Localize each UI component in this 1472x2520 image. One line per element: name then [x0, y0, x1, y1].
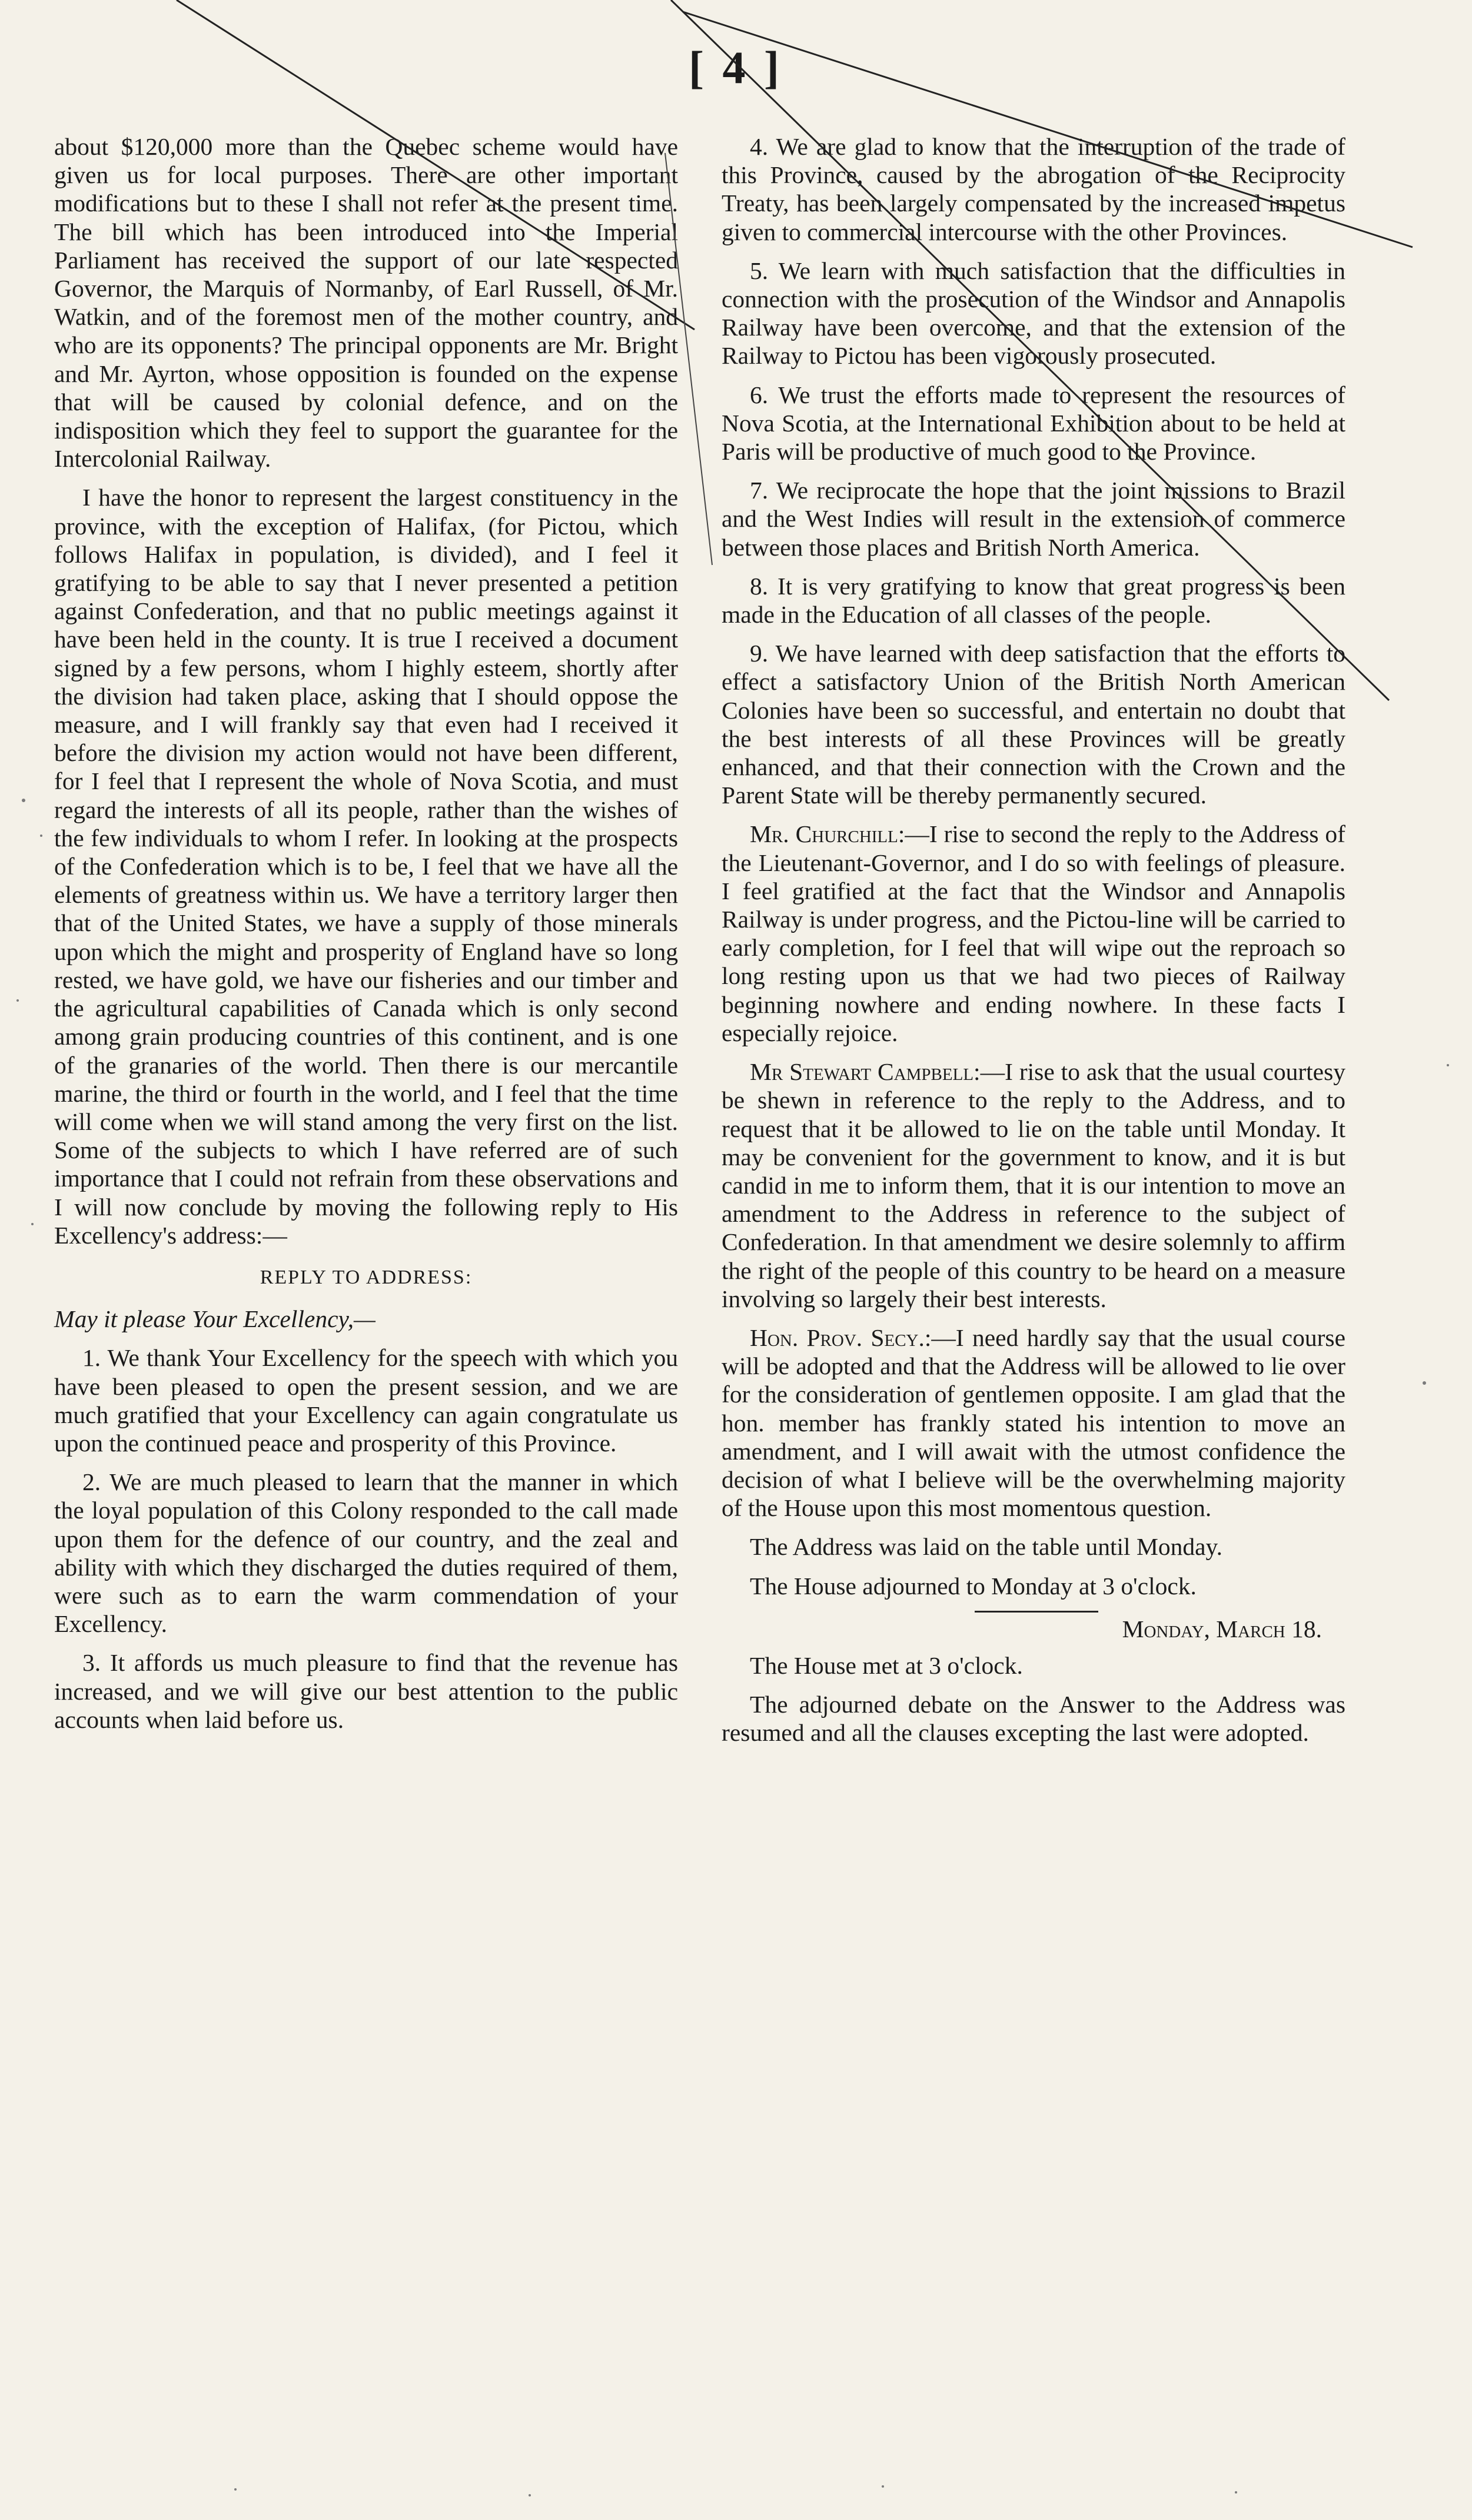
adjourned-note: The House adjourned to Monday at 3 o'clock.: [750, 1572, 1197, 1600]
prov-secy-speech: [722, 1324, 1345, 1522]
speaker-prov-secy: Hon. Prov. Secy.:: [750, 1324, 932, 1351]
reply-item-4: 4. We are glad to know that the interruption of the trade of this Province, caused by the abrogation of the Reciprocity Treaty, has been largely compensated by the increased impetus given to commercial intercourse with the other Provinces.: [722, 133, 1345, 245]
campbell-speech: [722, 1058, 1345, 1313]
reply-item-5: 5. We learn with much satisfaction that the difficulties in connection with the prosecution of the Windsor and Annapolis Railway have been overcome, and that the extension of the Railway to Pictou has been vigorously prosecuted.: [722, 257, 1345, 370]
reply-item-1: 1. We thank Your Excellency for the speech with which you have been pleased to open the present session, and we are much gratified that your Excellency can again congratulate us upon the continued peace and prosperity of this Province.: [54, 1344, 678, 1457]
reply-item-2: 2. We are much pleased to learn that the manner in which the loyal population of this Colony responded to the call made upon them for the defence of our country, and the zeal and ability with which they discharged the duties required of them, were such as to earn the warm commendation of your Excellency.: [54, 1468, 678, 1638]
speaker-campbell: Mr Stewart Campbell:: [750, 1058, 981, 1086]
dateline: Monday, March 18.: [1122, 1615, 1322, 1643]
salutation: May it please Your Excellency,—: [54, 1305, 376, 1333]
intro-paragraph: about $120,000 more than the Quebec scheme would have given us for local purposes. There are other important modifications but to these I shall not refer at the present time. The bill which has been introduced into the Imperial Parliament has received the support of our late respected Governor, the Marquis of Normanby, of Earl Russell, of Mr. Watkin, and of the foremost men of the mother country, and who are its opponents? The principal opponents are Mr. Bright and Mr. Ayrton, whose opposition is founded on the expense that will be caused by colonial defence, and on the indisposition which they feel to support the guarantee for the Intercolonial Railway.: [54, 133, 678, 473]
reply-item-3: 3. It affords us much pleasure to find that the revenue has increased, and we will give our best attention to the public accounts when laid before us.: [54, 1649, 678, 1733]
reply-item-6: 6. We trust the efforts made to represent the resources of Nova Scotia, at the International Exhibition about to be held at Paris will be productive of much good to the Province.: [722, 381, 1345, 466]
campbell-text: —I rise to ask that the usual courtesy be shewn in reference to the reply to the Address, and to request that it be allowed to lie on the table until Monday. It may be convenient for the government to know, and it is but candid in me to inform them, that it is our intention to move an amendment to the Address in reference to the subject of Confederation. In that amendment we desire solemnly to affirm the right of the people of this country to be heard on a measure involving so largely their best interests.: [722, 1058, 1345, 1312]
churchill-text: —I rise to second the reply to the Address of the Lieutenant-Governor, and I do so with feelings of pleasure. I feel gratified at the fact that the Windsor and Annapolis Railway is under progress, and the Pictou-line will be carried to early completion, for I feel that will wipe out the reproach so long resting upon us that we had two pieces of Railway beginning nowhere and ending nowhere. In these facts I especially rejoice.: [722, 820, 1345, 1046]
prov-secy-text: —I need hardly say that the usual course will be adopted and that the Address will be allowed to lie over for the consideration of gentlemen opposite. I am glad that the hon. member has frankly stated his intention to move an amendment, and I will await with the utmost confidence the decision of what I believe will be the overwhelming majority of the House upon this most momentous question.: [722, 1324, 1345, 1522]
section-divider: [975, 1611, 1098, 1613]
reply-item-9: 9. We have learned with deep satisfaction that the efforts to effect a satisfactory Union of the British North American Colonies have been so successful, and entertain no doubt that the best interests of all these Provinces will be greatly enhanced, and that their connection with the Crown and the Parent State will be thereby permanently secured.: [722, 640, 1345, 809]
right-column: [722, 132, 1345, 1758]
page-number: [ 4 ]: [689, 42, 783, 93]
speaker-churchill: Mr. Churchill:: [750, 820, 905, 848]
constituency-paragraph: I have the honor to represent the largest constituency in the province, with the exception of Halifax, (for Pictou, which follows Halifax in population, is divided), and I feel it gratifying to be able to say that I never presented a petition against Confederation, and that no public meetings against it have been held in the county. It is true I received a document signed by a few persons, whom I highly esteem, shortly after the division had taken place, asking that I should oppose the measure, and I will frankly say that even had I received it before the division my action would not have been different, for I feel that I represent the whole of Nova Scotia, and must regard the interests of all its people, rather than the wishes of the few individuals to whom I refer. In looking at the prospects of the Confederation which is to be, I feel that we have all the elements of greatness within us. We have a territory larger then that of the United States, we have a supply of those minerals upon which the might and prosperity of England have so long rested, we have gold, we have our fisheries and our timber and the agricultural capabilities of Canada which is only second among grain producing countries of this continent, and is one of the granaries of the world. Then there is our mercantile marine, the third or fourth in the world, and I feel that the time will come when we will stand among the very first on the list. Some of the subjects to which I have referred are of such importance that I could not refrain from these observations and I will now conclude by moving the following reply to His Excellency's address:—: [54, 484, 678, 1249]
left-column: [54, 132, 678, 1744]
churchill-speech: [722, 820, 1345, 1047]
house-met-note: The House met at 3 o'clock.: [750, 1651, 1023, 1679]
reply-item-8: 8. It is very gratifying to know that great progress is been made in the Education of all classes of the people.: [722, 572, 1345, 629]
reply-item-7: 7. We reciprocate the hope that the joint missions to Brazil and the West Indies will result in the extension of commerce between those places and British North America.: [722, 477, 1345, 561]
address-laid-note: The Address was laid on the table until Monday.: [750, 1533, 1222, 1561]
debate-resumed-note: The adjourned debate on the Answer to the Address was resumed and all the clauses excepting the last were adopted.: [722, 1691, 1345, 1747]
reply-heading: REPLY TO ADDRESS:: [260, 1266, 473, 1288]
